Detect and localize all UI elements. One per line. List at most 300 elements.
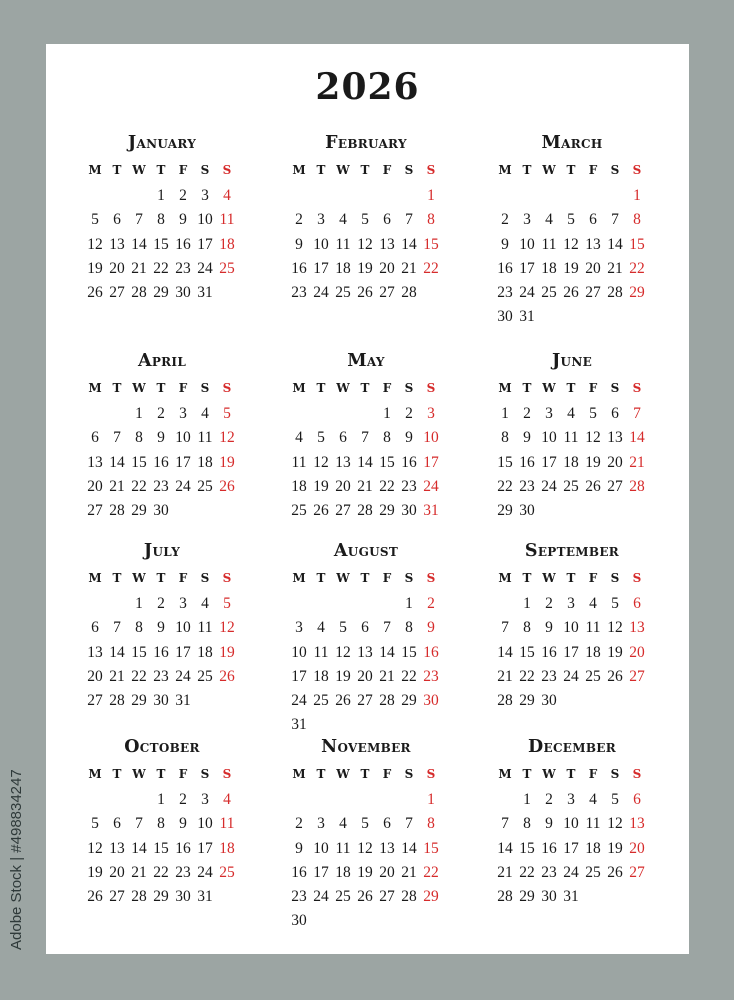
weekday-header: M bbox=[292, 571, 306, 585]
day-cell: 3 bbox=[201, 791, 209, 809]
day-cell: 12 bbox=[607, 619, 623, 637]
weekday-header: T bbox=[156, 163, 166, 177]
day-cell: 24 bbox=[541, 477, 557, 495]
empty-cell bbox=[516, 184, 538, 208]
day-cell: 16 bbox=[541, 643, 557, 661]
day-cell: 13 bbox=[379, 235, 395, 253]
weekday-header: F bbox=[588, 571, 598, 585]
day-cell: 6 bbox=[361, 619, 369, 637]
day-cell: 25 bbox=[541, 283, 557, 301]
day-cell: 9 bbox=[545, 619, 553, 637]
day-cell: 10 bbox=[313, 839, 329, 857]
month-april bbox=[84, 346, 240, 523]
weekday-header: W bbox=[132, 767, 146, 781]
weekday-header: W bbox=[542, 767, 556, 781]
day-cell: 24 bbox=[291, 691, 307, 709]
empty-cell bbox=[354, 788, 376, 812]
day-cell: 27 bbox=[109, 887, 125, 905]
day-cell: 29 bbox=[401, 691, 417, 709]
day-cell: 24 bbox=[519, 283, 535, 301]
day-cell: 29 bbox=[379, 501, 395, 519]
day-cell: 28 bbox=[109, 691, 125, 709]
empty-cell bbox=[376, 184, 398, 208]
day-cell: 18 bbox=[563, 453, 579, 471]
day-cell: 26 bbox=[357, 283, 373, 301]
day-cell: 2 bbox=[427, 595, 435, 613]
day-cell: 7 bbox=[113, 429, 121, 447]
day-cell: 3 bbox=[523, 211, 531, 229]
day-cell: 1 bbox=[405, 595, 413, 613]
weekday-header: S bbox=[632, 767, 642, 781]
day-cell: 6 bbox=[339, 429, 347, 447]
day-cell: 13 bbox=[629, 619, 645, 637]
weekday-header: W bbox=[132, 571, 146, 585]
day-cell: 2 bbox=[157, 595, 165, 613]
day-cell: 28 bbox=[109, 501, 125, 519]
weekday-header: T bbox=[566, 571, 576, 585]
day-cell: 7 bbox=[135, 211, 143, 229]
day-cell: 8 bbox=[135, 619, 143, 637]
day-cell: 5 bbox=[567, 211, 575, 229]
day-cell: 1 bbox=[135, 405, 143, 423]
day-cell: 21 bbox=[629, 453, 645, 471]
day-cell: 27 bbox=[87, 501, 103, 519]
day-cell: 17 bbox=[291, 667, 307, 685]
day-cell: 5 bbox=[361, 815, 369, 833]
weekday-header: S bbox=[632, 571, 642, 585]
day-cell: 19 bbox=[585, 453, 601, 471]
weekday-header: F bbox=[178, 767, 188, 781]
day-cell: 9 bbox=[405, 429, 413, 447]
day-cell: 14 bbox=[131, 235, 147, 253]
weekday-header: M bbox=[292, 767, 306, 781]
day-cell: 4 bbox=[295, 429, 303, 447]
day-cell: 22 bbox=[153, 863, 169, 881]
day-cell: 30 bbox=[497, 308, 513, 326]
weekday-header: W bbox=[542, 163, 556, 177]
empty-cell bbox=[84, 184, 106, 208]
month-september bbox=[494, 536, 650, 713]
empty-cell bbox=[398, 788, 420, 812]
day-cell: 27 bbox=[607, 477, 623, 495]
day-cell: 28 bbox=[607, 283, 623, 301]
day-cell: 17 bbox=[175, 453, 191, 471]
day-cell: 2 bbox=[295, 815, 303, 833]
day-cell: 25 bbox=[197, 667, 213, 685]
day-cell: 30 bbox=[175, 283, 191, 301]
month-may bbox=[288, 346, 444, 523]
weekday-header: T bbox=[360, 163, 370, 177]
day-cell: 23 bbox=[153, 477, 169, 495]
day-cell: 8 bbox=[427, 815, 435, 833]
day-cell: 21 bbox=[401, 259, 417, 277]
day-cell: 24 bbox=[197, 259, 213, 277]
day-cell: 21 bbox=[357, 477, 373, 495]
day-cell: 8 bbox=[523, 619, 531, 637]
day-cell: 22 bbox=[401, 667, 417, 685]
day-cell: 16 bbox=[541, 839, 557, 857]
month-grid bbox=[494, 764, 650, 909]
day-cell: 20 bbox=[379, 863, 395, 881]
weekday-header: S bbox=[222, 767, 232, 781]
month-january bbox=[84, 128, 240, 305]
day-cell: 9 bbox=[295, 235, 303, 253]
weekday-header: S bbox=[222, 571, 232, 585]
day-cell: 26 bbox=[563, 283, 579, 301]
day-cell: 16 bbox=[153, 453, 169, 471]
day-cell: 2 bbox=[157, 405, 165, 423]
day-cell: 12 bbox=[607, 815, 623, 833]
day-cell: 2 bbox=[545, 595, 553, 613]
month-name: March bbox=[541, 133, 603, 153]
day-cell: 7 bbox=[611, 211, 619, 229]
day-cell: 29 bbox=[153, 887, 169, 905]
day-cell: 1 bbox=[523, 595, 531, 613]
day-cell: 2 bbox=[179, 187, 187, 205]
month-grid bbox=[494, 568, 650, 713]
day-cell: 7 bbox=[501, 619, 509, 637]
weekday-header: F bbox=[588, 381, 598, 395]
day-cell: 21 bbox=[607, 259, 623, 277]
weekday-header: S bbox=[200, 767, 210, 781]
weekday-header: S bbox=[404, 381, 414, 395]
day-cell: 11 bbox=[291, 453, 307, 471]
day-cell: 7 bbox=[633, 405, 641, 423]
day-cell: 6 bbox=[113, 211, 121, 229]
day-cell: 1 bbox=[633, 187, 641, 205]
day-cell: 13 bbox=[109, 839, 125, 857]
month-grid bbox=[494, 160, 650, 329]
weekday-header: T bbox=[156, 381, 166, 395]
day-cell: 12 bbox=[219, 429, 235, 447]
day-cell: 31 bbox=[563, 887, 579, 905]
month-name: June bbox=[551, 351, 593, 371]
day-cell: 30 bbox=[541, 691, 557, 709]
weekday-header: W bbox=[132, 381, 146, 395]
day-cell: 25 bbox=[219, 863, 235, 881]
month-october bbox=[84, 732, 240, 909]
day-cell: 9 bbox=[295, 839, 303, 857]
month-march bbox=[494, 128, 650, 329]
day-cell: 26 bbox=[87, 887, 103, 905]
weekday-header: F bbox=[178, 163, 188, 177]
day-cell: 4 bbox=[223, 791, 231, 809]
day-cell: 19 bbox=[219, 643, 235, 661]
day-cell: 4 bbox=[201, 405, 209, 423]
day-cell: 24 bbox=[423, 477, 439, 495]
day-cell: 29 bbox=[131, 501, 147, 519]
day-cell: 2 bbox=[501, 211, 509, 229]
day-cell: 6 bbox=[589, 211, 597, 229]
empty-cell bbox=[494, 184, 516, 208]
weekday-header: T bbox=[112, 163, 122, 177]
day-cell: 6 bbox=[611, 405, 619, 423]
day-cell: 10 bbox=[175, 429, 191, 447]
day-cell: 3 bbox=[567, 791, 575, 809]
day-cell: 22 bbox=[519, 863, 535, 881]
day-cell: 31 bbox=[519, 308, 535, 326]
day-cell: 25 bbox=[585, 667, 601, 685]
month-august bbox=[288, 536, 444, 737]
day-cell: 12 bbox=[219, 619, 235, 637]
day-cell: 1 bbox=[383, 405, 391, 423]
day-cell: 1 bbox=[157, 791, 165, 809]
weekday-header: W bbox=[336, 571, 350, 585]
day-cell: 10 bbox=[291, 643, 307, 661]
day-cell: 5 bbox=[361, 211, 369, 229]
day-cell: 14 bbox=[629, 429, 645, 447]
day-cell: 28 bbox=[401, 887, 417, 905]
day-cell: 4 bbox=[545, 211, 553, 229]
month-grid bbox=[494, 378, 650, 523]
day-cell: 3 bbox=[545, 405, 553, 423]
day-cell: 20 bbox=[585, 259, 601, 277]
day-cell: 7 bbox=[405, 211, 413, 229]
day-cell: 13 bbox=[607, 429, 623, 447]
empty-cell bbox=[582, 184, 604, 208]
weekday-header: M bbox=[498, 571, 512, 585]
day-cell: 12 bbox=[313, 453, 329, 471]
day-cell: 26 bbox=[313, 501, 329, 519]
day-cell: 6 bbox=[633, 595, 641, 613]
month-grid bbox=[84, 568, 240, 713]
day-cell: 17 bbox=[197, 235, 213, 253]
weekday-header: T bbox=[566, 163, 576, 177]
day-cell: 31 bbox=[175, 691, 191, 709]
day-cell: 15 bbox=[629, 235, 645, 253]
day-cell: 5 bbox=[589, 405, 597, 423]
weekday-header: F bbox=[178, 381, 188, 395]
day-cell: 17 bbox=[541, 453, 557, 471]
empty-cell bbox=[106, 788, 128, 812]
day-cell: 2 bbox=[295, 211, 303, 229]
day-cell: 16 bbox=[153, 643, 169, 661]
weekday-header: F bbox=[382, 571, 392, 585]
day-cell: 20 bbox=[379, 259, 395, 277]
day-cell: 3 bbox=[201, 187, 209, 205]
day-cell: 20 bbox=[109, 863, 125, 881]
day-cell: 11 bbox=[219, 211, 235, 229]
day-cell: 9 bbox=[501, 235, 509, 253]
day-cell: 28 bbox=[401, 283, 417, 301]
day-cell: 27 bbox=[335, 501, 351, 519]
empty-cell bbox=[288, 592, 310, 616]
month-grid bbox=[288, 568, 444, 737]
month-name: May bbox=[347, 351, 385, 371]
day-cell: 5 bbox=[91, 815, 99, 833]
day-cell: 22 bbox=[519, 667, 535, 685]
day-cell: 11 bbox=[197, 619, 213, 637]
day-cell: 6 bbox=[633, 791, 641, 809]
day-cell: 25 bbox=[563, 477, 579, 495]
empty-cell bbox=[310, 184, 332, 208]
day-cell: 11 bbox=[585, 815, 601, 833]
day-cell: 13 bbox=[87, 643, 103, 661]
day-cell: 2 bbox=[405, 405, 413, 423]
day-cell: 2 bbox=[179, 791, 187, 809]
month-grid bbox=[288, 160, 444, 305]
weekday-header: T bbox=[522, 163, 532, 177]
day-cell: 14 bbox=[109, 453, 125, 471]
day-cell: 13 bbox=[335, 453, 351, 471]
month-name: January bbox=[127, 133, 197, 153]
day-cell: 4 bbox=[201, 595, 209, 613]
day-cell: 9 bbox=[427, 619, 435, 637]
day-cell: 14 bbox=[131, 839, 147, 857]
weekday-header: S bbox=[426, 381, 436, 395]
day-cell: 30 bbox=[401, 501, 417, 519]
day-cell: 27 bbox=[87, 691, 103, 709]
weekday-header: S bbox=[610, 571, 620, 585]
day-cell: 5 bbox=[317, 429, 325, 447]
day-cell: 23 bbox=[291, 283, 307, 301]
day-cell: 12 bbox=[563, 235, 579, 253]
day-cell: 22 bbox=[153, 259, 169, 277]
day-cell: 9 bbox=[523, 429, 531, 447]
day-cell: 1 bbox=[427, 791, 435, 809]
day-cell: 30 bbox=[519, 501, 535, 519]
weekday-header: T bbox=[112, 767, 122, 781]
day-cell: 14 bbox=[401, 235, 417, 253]
calendar-year: 2026 bbox=[315, 66, 420, 108]
day-cell: 3 bbox=[317, 211, 325, 229]
day-cell: 26 bbox=[219, 667, 235, 685]
weekday-header: S bbox=[632, 381, 642, 395]
day-cell: 21 bbox=[497, 863, 513, 881]
day-cell: 28 bbox=[131, 283, 147, 301]
day-cell: 26 bbox=[219, 477, 235, 495]
day-cell: 29 bbox=[423, 887, 439, 905]
day-cell: 24 bbox=[563, 667, 579, 685]
day-cell: 14 bbox=[497, 839, 513, 857]
weekday-header: M bbox=[498, 163, 512, 177]
day-cell: 31 bbox=[423, 501, 439, 519]
weekday-header: F bbox=[178, 571, 188, 585]
weekday-header: W bbox=[336, 381, 350, 395]
day-cell: 26 bbox=[87, 283, 103, 301]
empty-cell bbox=[332, 184, 354, 208]
weekday-header: S bbox=[610, 767, 620, 781]
weekday-header: T bbox=[316, 571, 326, 585]
day-cell: 8 bbox=[633, 211, 641, 229]
day-cell: 1 bbox=[501, 405, 509, 423]
empty-cell bbox=[332, 788, 354, 812]
day-cell: 8 bbox=[523, 815, 531, 833]
day-cell: 25 bbox=[585, 863, 601, 881]
month-name: September bbox=[524, 541, 620, 561]
day-cell: 27 bbox=[109, 283, 125, 301]
day-cell: 20 bbox=[87, 477, 103, 495]
day-cell: 6 bbox=[91, 429, 99, 447]
day-cell: 23 bbox=[497, 283, 513, 301]
day-cell: 14 bbox=[401, 839, 417, 857]
day-cell: 19 bbox=[87, 863, 103, 881]
day-cell: 12 bbox=[87, 839, 103, 857]
day-cell: 30 bbox=[291, 912, 307, 930]
day-cell: 16 bbox=[175, 839, 191, 857]
day-cell: 19 bbox=[313, 477, 329, 495]
day-cell: 14 bbox=[497, 643, 513, 661]
day-cell: 22 bbox=[131, 667, 147, 685]
day-cell: 26 bbox=[335, 691, 351, 709]
day-cell: 20 bbox=[607, 453, 623, 471]
day-cell: 24 bbox=[313, 887, 329, 905]
empty-cell bbox=[106, 592, 128, 616]
day-cell: 29 bbox=[519, 887, 535, 905]
day-cell: 23 bbox=[175, 259, 191, 277]
month-name: July bbox=[143, 541, 181, 561]
day-cell: 22 bbox=[423, 259, 439, 277]
day-cell: 20 bbox=[357, 667, 373, 685]
day-cell: 26 bbox=[585, 477, 601, 495]
day-cell: 4 bbox=[589, 595, 597, 613]
day-cell: 6 bbox=[383, 815, 391, 833]
day-cell: 26 bbox=[607, 863, 623, 881]
day-cell: 23 bbox=[153, 667, 169, 685]
day-cell: 10 bbox=[423, 429, 439, 447]
day-cell: 24 bbox=[175, 477, 191, 495]
day-cell: 15 bbox=[401, 643, 417, 661]
empty-cell bbox=[354, 402, 376, 426]
weekday-header: S bbox=[404, 767, 414, 781]
day-cell: 8 bbox=[405, 619, 413, 637]
day-cell: 18 bbox=[335, 863, 351, 881]
empty-cell bbox=[560, 184, 582, 208]
day-cell: 12 bbox=[87, 235, 103, 253]
day-cell: 18 bbox=[197, 453, 213, 471]
weekday-header: W bbox=[132, 163, 146, 177]
weekday-header: M bbox=[88, 767, 102, 781]
day-cell: 7 bbox=[135, 815, 143, 833]
weekday-header: S bbox=[610, 381, 620, 395]
day-cell: 10 bbox=[563, 815, 579, 833]
day-cell: 7 bbox=[501, 815, 509, 833]
day-cell: 21 bbox=[401, 863, 417, 881]
empty-cell bbox=[376, 592, 398, 616]
day-cell: 10 bbox=[313, 235, 329, 253]
day-cell: 2 bbox=[523, 405, 531, 423]
day-cell: 5 bbox=[611, 595, 619, 613]
day-cell: 18 bbox=[291, 477, 307, 495]
weekday-header: F bbox=[588, 767, 598, 781]
month-name: February bbox=[325, 133, 407, 153]
day-cell: 16 bbox=[291, 259, 307, 277]
month-july bbox=[84, 536, 240, 713]
day-cell: 12 bbox=[585, 429, 601, 447]
day-cell: 16 bbox=[401, 453, 417, 471]
day-cell: 31 bbox=[291, 716, 307, 734]
weekday-header: M bbox=[88, 381, 102, 395]
weekday-header: W bbox=[542, 571, 556, 585]
day-cell: 21 bbox=[131, 863, 147, 881]
day-cell: 29 bbox=[629, 283, 645, 301]
day-cell: 15 bbox=[153, 235, 169, 253]
day-cell: 19 bbox=[335, 667, 351, 685]
weekday-header: T bbox=[360, 381, 370, 395]
day-cell: 29 bbox=[519, 691, 535, 709]
day-cell: 26 bbox=[357, 887, 373, 905]
day-cell: 9 bbox=[179, 211, 187, 229]
month-name: November bbox=[321, 737, 411, 757]
day-cell: 23 bbox=[541, 667, 557, 685]
day-cell: 4 bbox=[567, 405, 575, 423]
day-cell: 19 bbox=[607, 643, 623, 661]
day-cell: 3 bbox=[427, 405, 435, 423]
day-cell: 6 bbox=[383, 211, 391, 229]
day-cell: 29 bbox=[131, 691, 147, 709]
day-cell: 18 bbox=[585, 839, 601, 857]
day-cell: 1 bbox=[427, 187, 435, 205]
